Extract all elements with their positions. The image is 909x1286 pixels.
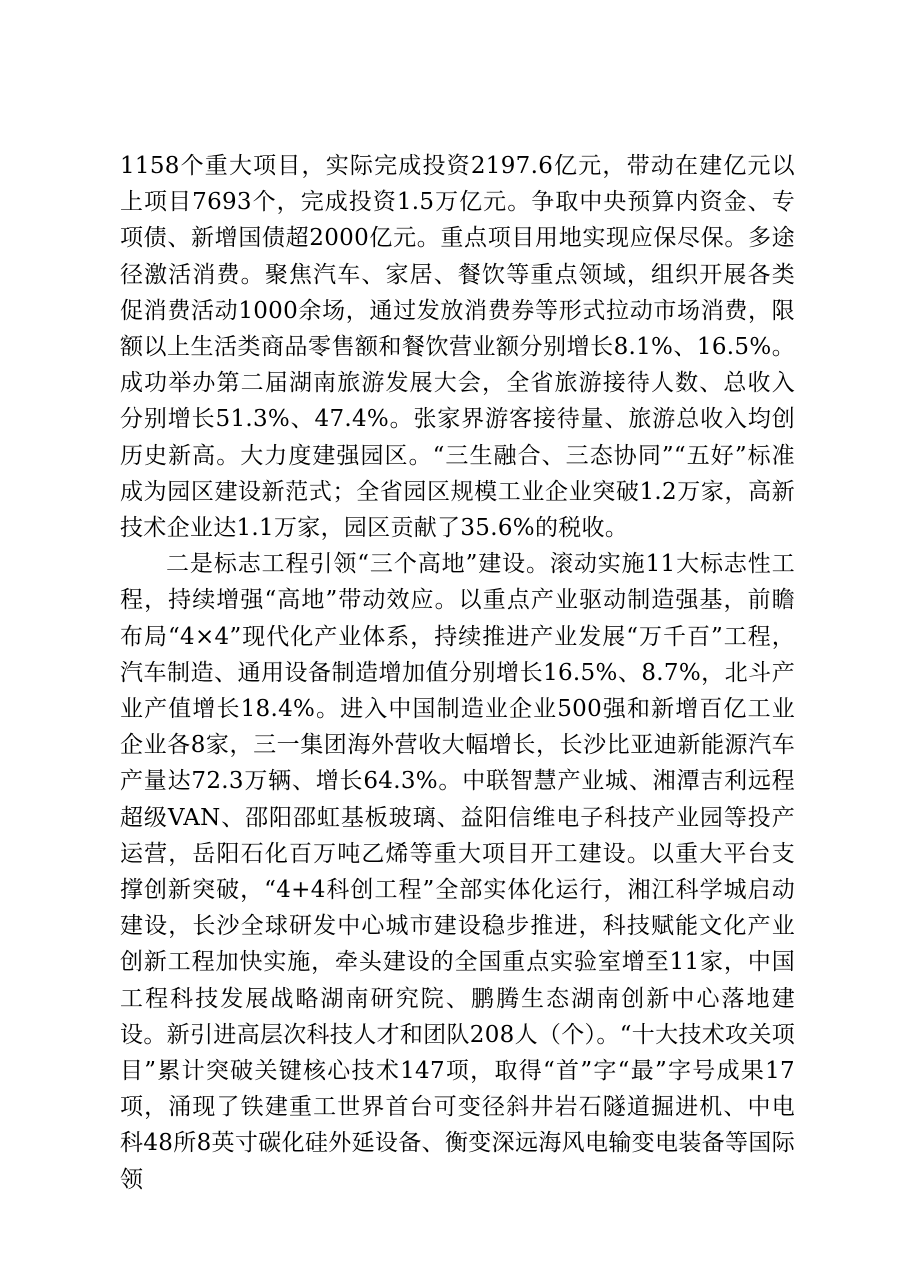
document-page: [120, 148, 795, 1198]
paragraph-landmark-projects: 二是标志工程引领“三个高地”建设。滚动实施11大标志性工程，持续增强“高地”带动效应。以重点产业驱动制造强基，前瞻布局“4×4”现代化产业体系，持续推进产业发展“万千百”工程，汽车制造、通用设备制造增加值分别增长16.5%、8.7%，北斗产业产值增长18.4%。进入中国制造业企业500强和新增百亿工业企业各8家，三一集团海外营收大幅增长，长沙比亚迪新能源汽车产量达72.3万辆、增长64.3%。中联智慧产业城、湘潭吉利远程超级VAN、邵阳邵虹基板玻璃、益阳信维电子科技产业园等投产运营，岳阳石化百万吨乙烯等重大项目开工建设。以重大平台支撑创新突破，“4+4科创工程”全部实体化运行，湘江科学城启动建设，长沙全球研发中心城市建设稳步推进，科技赋能文化产业创新工程加快实施，牵头建设的全国重点实验室增至11家，中国工程科技发展战略湖南研究院、鹏腾生态湖南创新中心落地建设。新引进高层次科技人才和团队208人（个）。“十大技术攻关项目”累计突破关键核心技术147项，取得“首”字“最”字号成果17项，涌现了铁建重工世界首台可变径斜井岩石隧道掘进机、中电科48所8英寸碳化硅外延设备、衡变深远海风电输变电装备等国际领: [120, 551, 795, 1193]
paragraph-investment-consumption-parks: 1158个重大项目，实际完成投资2197.6亿元，带动在建亿元以上项目7693个，完成投资1.5万亿元。争取中央预算内资金、专项债、新增国债超2000亿元。重点项目用地实现应保尽保。多途径激活消费。聚焦汽车、家居、餐饮等重点领域，组织开展各类促消费活动1000余场，通过发放消费券等形式拉动市场消费，限额以上生活类商品零售额和餐饮营业额分别增长8.1%、16.5%。成功举办第二届湖南旅游发展大会，全省旅游接待人数、总收入分别增长51.3%、47.4%。张家界游客接待量、旅游总收入均创历史新高。大力度建强园区。“三生融合、三态协同”“五好”标准成为园区建设新范式；全省园区规模工业企业突破1.2万家，高新技术企业达1.1万家，园区贡献了35.6%的税收。: [120, 153, 795, 542]
